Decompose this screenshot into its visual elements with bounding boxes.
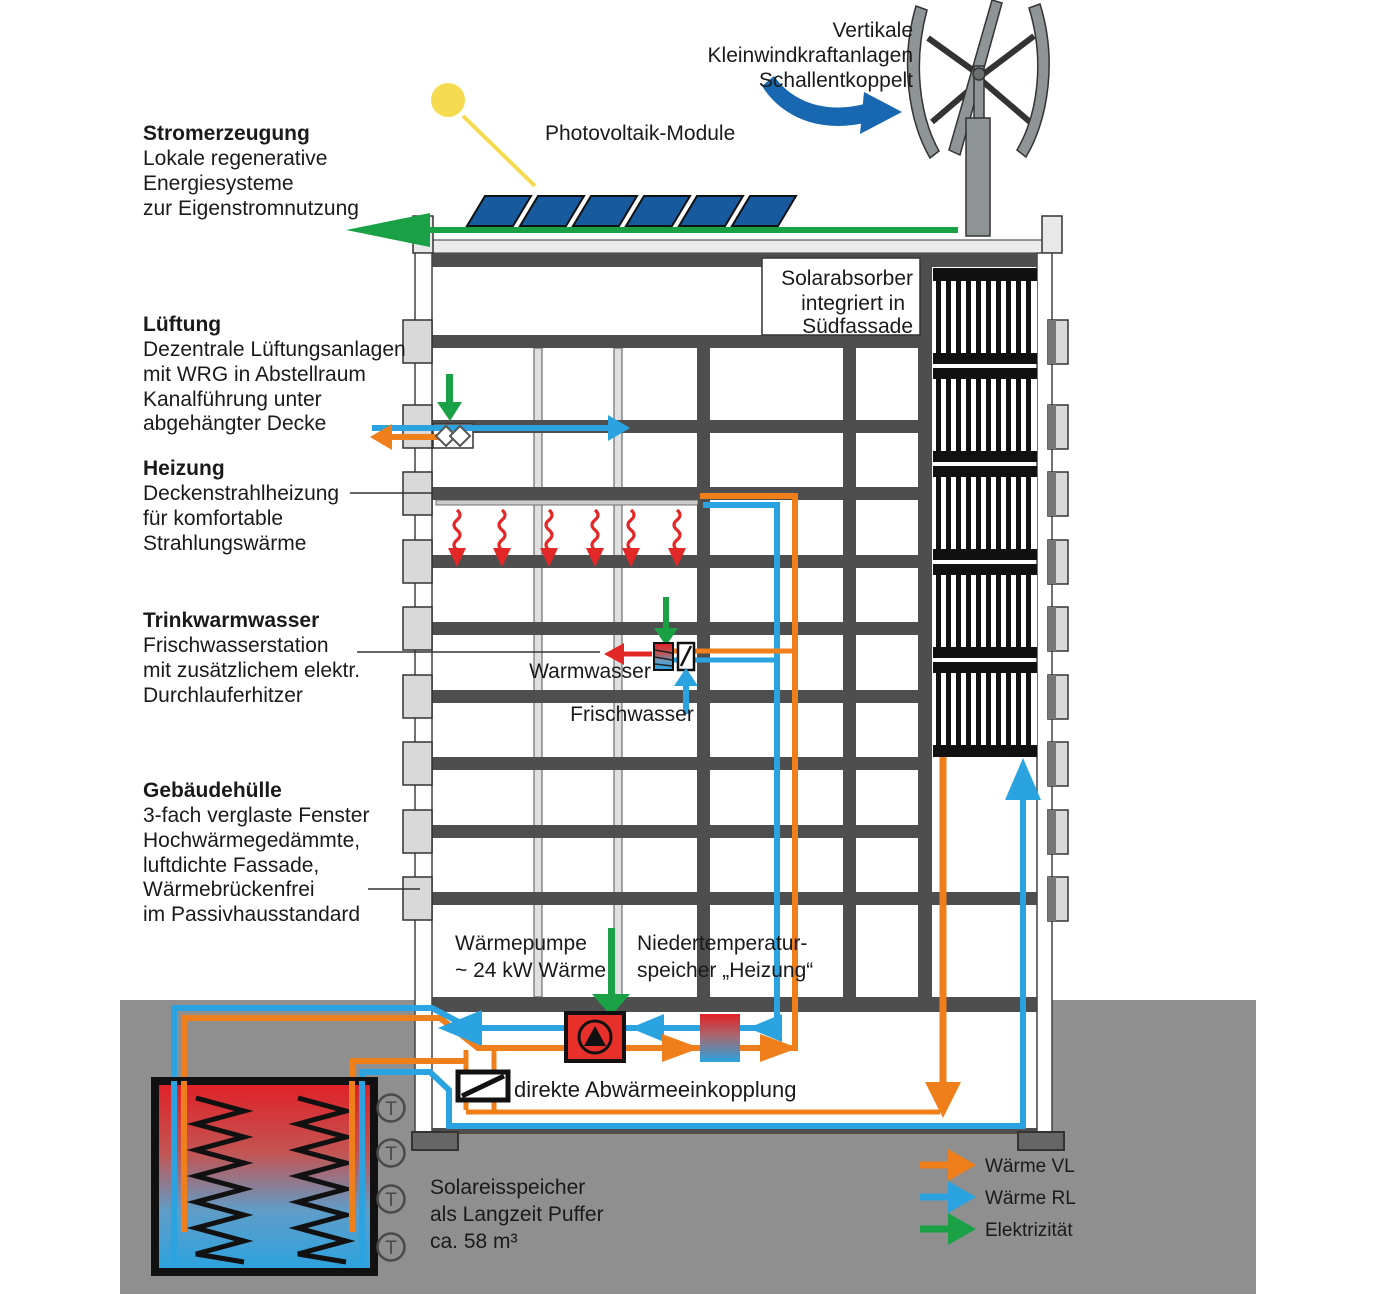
ice-storage-tank <box>155 1081 374 1272</box>
t-sensor-icon: T <box>385 1144 397 1165</box>
section-title: Gebäudehülle <box>143 779 282 802</box>
legend-label: Wärme VL <box>985 1156 1075 1177</box>
svg-text:ca. 58 m³: ca. 58 m³ <box>430 1230 518 1253</box>
floor-slab <box>432 892 1038 905</box>
legend <box>920 1149 1076 1245</box>
ground-floor-slab <box>424 997 1046 1012</box>
floor-slab <box>432 757 920 770</box>
svg-text:3-fach verglaste Fenster: 3-fach verglaste Fenster <box>143 804 370 827</box>
column <box>918 267 932 997</box>
svg-text:~ 24 kW Wärme: ~ 24 kW Wärme <box>455 959 607 982</box>
ceiling-panel <box>436 500 698 505</box>
parapet-right <box>1042 216 1062 253</box>
svg-text:im Passivhausstandard: im Passivhausstandard <box>143 903 361 926</box>
svg-text:mit zusätzlichem elektr.: mit zusätzlichem elektr. <box>143 659 361 682</box>
svg-text:Dezentrale Lüftungsanlagen: Dezentrale Lüftungsanlagen <box>143 338 406 361</box>
svg-text:Frischwasserstation: Frischwasserstation <box>143 634 329 657</box>
wall-tabs-left <box>403 320 432 920</box>
t-sensor-icon: T <box>385 1238 397 1259</box>
floor-slab <box>432 825 920 838</box>
svg-text:Vertikale: Vertikale <box>832 19 913 42</box>
section-title: Lüftung <box>143 313 222 336</box>
svg-text:luftdichte Fassade,: luftdichte Fassade, <box>143 854 320 877</box>
section-title: Trinkwarmwasser <box>143 609 320 632</box>
abwaerme-symbol <box>458 1072 508 1100</box>
section-title: Stromerzeugung <box>143 122 310 145</box>
section-title: Heizung <box>143 457 225 480</box>
roof-slab-dark <box>415 253 1052 267</box>
t-sensor-icon: T <box>385 1099 397 1120</box>
svg-text:Solareisspeicher: Solareisspeicher <box>430 1176 586 1199</box>
floor-slab <box>432 487 920 500</box>
solarabsorber-panel <box>933 268 1037 757</box>
floor-slab <box>432 690 920 703</box>
svg-text:Strahlungswärme: Strahlungswärme <box>143 532 307 555</box>
svg-text:Wärmebrückenfrei: Wärmebrückenfrei <box>143 878 315 901</box>
abwaerme-label: direkte Abwärmeeinkopplung <box>514 1077 797 1102</box>
t-sensor-icon: T <box>385 1190 397 1211</box>
wall-tabs-right <box>1048 320 1068 921</box>
solarabsorber-label: integriert in <box>801 292 905 315</box>
roof-slab <box>415 240 1052 253</box>
svg-text:für komfortable: für komfortable <box>143 507 284 530</box>
photovoltaik-label: Photovoltaik-Module <box>545 122 736 145</box>
legend-label: Wärme RL <box>985 1188 1076 1209</box>
svg-text:Schallentkoppelt: Schallentkoppelt <box>758 69 913 92</box>
svg-text:Energiesysteme: Energiesysteme <box>143 172 294 195</box>
svg-text:Wärmepumpe: Wärmepumpe <box>455 932 587 955</box>
svg-text:Kanalführung unter: Kanalführung unter <box>143 388 322 411</box>
svg-text:Durchlauferhitzer: Durchlauferhitzer <box>143 684 303 707</box>
solarabsorber-label: Südfassade <box>802 315 913 338</box>
svg-text:Hochwärmegedämmte,: Hochwärmegedämmte, <box>143 829 361 852</box>
svg-text:Niedertemperatur-: Niedertemperatur- <box>637 932 808 955</box>
svg-text:Lokale regenerative: Lokale regenerative <box>143 147 328 170</box>
svg-text:zur Eigenstromnutzung: zur Eigenstromnutzung <box>143 197 359 220</box>
svg-text:Deckenstrahlheizung: Deckenstrahlheizung <box>143 482 340 505</box>
frischwasser-label: Frischwasser <box>570 703 694 726</box>
svg-text:mit WRG in Abstellraum: mit WRG in Abstellraum <box>143 363 366 386</box>
warmwasser-label: Warmwasser <box>529 660 651 683</box>
svg-text:speicher „Heizung“: speicher „Heizung“ <box>637 959 814 982</box>
solarabsorber-label: Solarabsorber <box>781 267 913 290</box>
footing-left <box>412 1132 458 1150</box>
footing-right <box>1018 1132 1064 1150</box>
svg-text:abgehängter Decke: abgehängter Decke <box>143 412 327 435</box>
svg-text:Kleinwindkraftanlagen: Kleinwindkraftanlagen <box>707 44 913 67</box>
nt-speicher-icon <box>700 1014 740 1062</box>
svg-text:als Langzeit Puffer: als Langzeit Puffer <box>430 1203 604 1226</box>
legend-label: Elektrizität <box>985 1220 1073 1241</box>
